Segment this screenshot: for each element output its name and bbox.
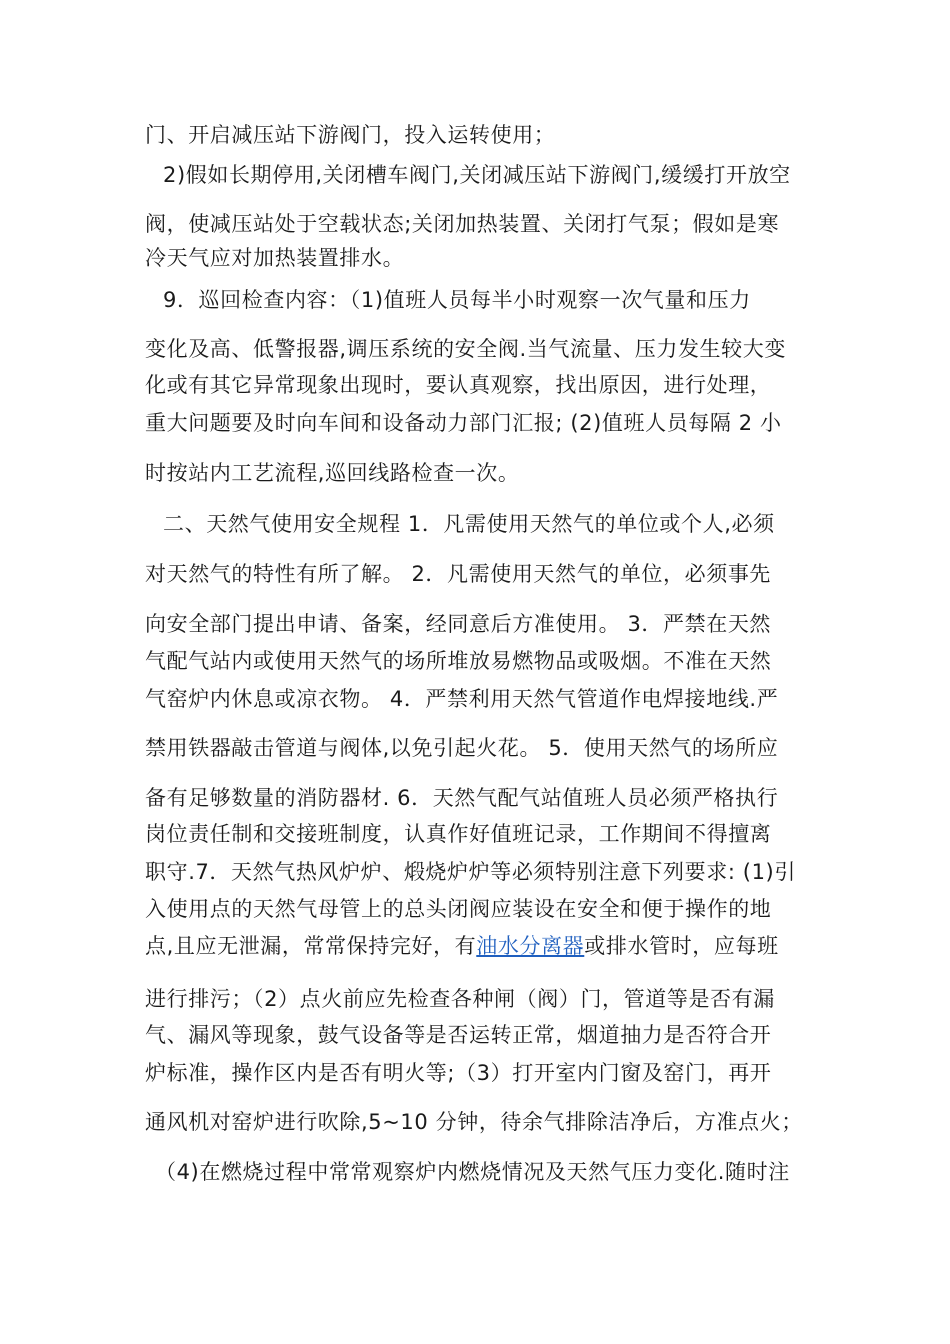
- text-line: 时按站内工艺流程,巡回线路检查一次。: [145, 461, 520, 485]
- text-segment: 或排水管时，应每班: [584, 934, 779, 958]
- text-line: 禁用铁器敲击管道与阀体,以免引起火花。 5．使用天然气的场所应: [145, 736, 779, 760]
- text-line: 备有足够数量的消防器材. 6．天然气配气站值班人员必须严格执行: [145, 786, 779, 810]
- text-line: 炉标准，操作区内是否有明火等;（3）打开室内门窗及窑门，再开: [145, 1061, 772, 1085]
- text-line: 9．巡回检查内容：（1)值班人员每半小时观察一次气量和压力: [163, 288, 751, 312]
- text-line: 职守.7．天然气热风炉炉、煅烧炉炉等必须特别注意下列要求: (1)引: [145, 860, 796, 884]
- text-line: 气、漏风等现象，鼓气设备等是否运转正常，烟道抽力是否符合开: [145, 1023, 772, 1047]
- text-line: （4)在燃烧过程中常常观察炉内燃烧情况及天然气压力变化.随时注: [155, 1160, 790, 1184]
- text-line: 化或有其它异常现象出现时，要认真观察，找出原因，进行处理，: [145, 373, 772, 397]
- text-line: 气窑炉内休息或凉衣物。 4．严禁利用天然气管道作电焊接地线.严: [145, 687, 779, 711]
- text-line: 二、天然气使用安全规程 1．凡需使用天然气的单位或个人,必须: [163, 512, 775, 536]
- text-line: 冷天气应对加热装置排水。: [145, 246, 405, 270]
- text-line: 阀，使减压站处于空载状态;关闭加热装置、关闭打气泵；假如是寒: [145, 212, 780, 236]
- text-line: 入使用点的天然气母管上的总头闭阀应装设在安全和便于操作的地: [145, 897, 772, 921]
- text-segment: 点,且应无泄漏，常常保持完好，有: [145, 934, 477, 958]
- text-line: 气配气站内或使用天然气的场所堆放易燃物品或吸烟。不准在天然: [145, 649, 772, 673]
- text-line: 对天然气的特性有所了解。 2．凡需使用天然气的单位，必须事先: [145, 562, 772, 586]
- text-line: 重大问题要及时向车间和设备动力部门汇报; (2)值班人员每隔 2 小: [145, 411, 782, 435]
- text-line: 进行排污；（2）点火前应先检查各种闸（阀）门，管道等是否有漏: [145, 987, 775, 1011]
- text-line: 2)假如长期停用,关闭槽车阀门,关闭减压站下游阀门,缓缓打开放空: [163, 163, 791, 187]
- text-line: 岗位责任制和交接班制度，认真作好值班记录，工作期间不得擅离: [145, 822, 772, 846]
- oil-water-separator-link[interactable]: 油水分离器: [476, 934, 585, 958]
- text-line: 向安全部门提出申请、备案，经同意后方准使用。 3．严禁在天然: [145, 612, 772, 636]
- text-line: 通风机对窑炉进行吹除,5~10 分钟，待余气排除洁净后，方准点火；: [145, 1110, 803, 1134]
- text-line: 变化及高、低警报器,调压系统的安全阀.当气流量、压力发生较大变: [145, 337, 786, 361]
- text-line: 门、开启减压站下游阀门，投入运转使用；: [145, 123, 556, 147]
- text-line-with-link: [145, 932, 815, 960]
